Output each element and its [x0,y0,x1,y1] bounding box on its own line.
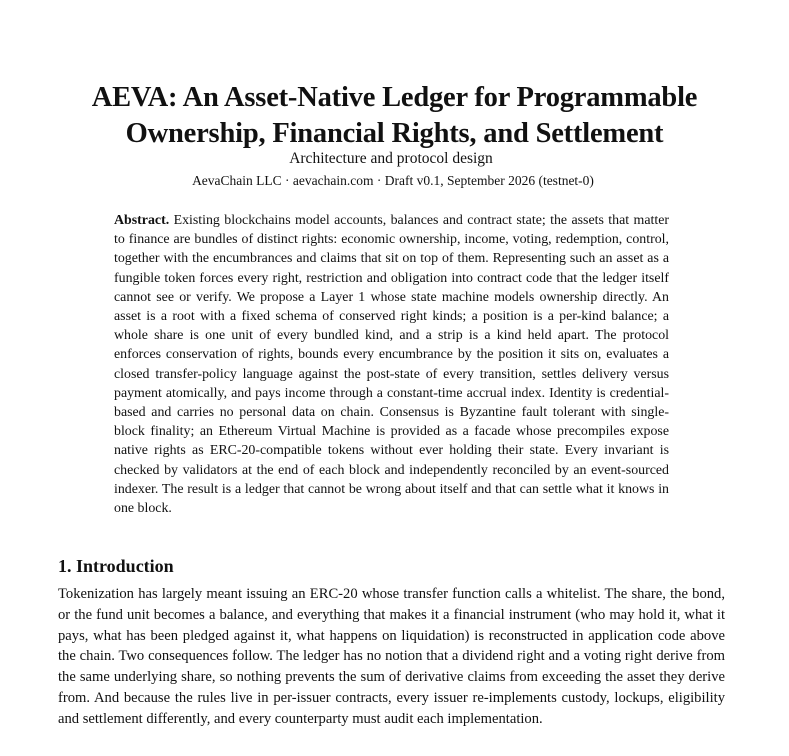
authors-line: AevaChain LLC · aevachain.com · Draft v0.1, September 2026 (testnet-0) [192,173,594,188]
abstract-label: Abstract. [114,213,170,228]
paper-title: AEVA: An Asset-Native Ledger for Programmable Ownership, Financial Rights, and Settlement [91,82,698,150]
section-heading-introduction: 1. Introduction [58,556,174,576]
abstract [114,211,669,518]
paper-subtitle: Architecture and protocol design [289,150,493,167]
introduction-paragraph: Tokenization has largely meant issuing an ERC-20 whose transfer function calls a whitelist. The share, the bond, or the fund unit becomes a balance, and everything that makes it a financial instrument (who may hold it, what it pays, what has been pledged against it, what happens on liquidation) is reconstructed in application code above the chain. Two consequences follow. The ledger has no notion that a dividend right and a voting right derive from the same underlying share, so nothing prevents the sum of derivative claims from exceeding the asset they derive from. And because the rules live in per-issuer contracts, every issuer re-implements custody, lockups, eligibility and settlement differently, and every counterparty must audit each implementation. [58,586,725,727]
abstract-text: Existing blockchains model accounts, balances and contract state; the assets that matter to finance are bundles of distinct rights: economic ownership, income, voting, redemption, control, together with the encumbrances and claims that sit on top of them. Representing such an asset as a fungible token forces every right, restriction and obligation into contract code that the ledger itself cannot see or verify. We propose a Layer 1 whose state machine models ownership directly. An asset is a root with a fixed schema of conserved right kinds; a position is a per-kind balance; a whole share is one unit of every bundled kind, and a strip is a kind held apart. The protocol enforces conservation of rights, bounds every encumbrance by the position it sits on, evaluates a closed transfer-policy language against the post-state of every transition, settles delivery versus payment atomically, and pays income through a constant-time accrual index. Identity is credential-based and carries no personal data on chain. Consensus is Byzantine fault tolerant with single-block finality; an Ethereum Virtual Machine is provided as a facade whose precompiles expose native rights as ERC-20-compatible tokens without ever holding their state. Every invariant is checked by validators at the end of each block and independently reconciled by an event-sourced indexer. The result is a ledger that cannot be wrong about itself and that can settle what it knows in one block. [114,213,669,517]
